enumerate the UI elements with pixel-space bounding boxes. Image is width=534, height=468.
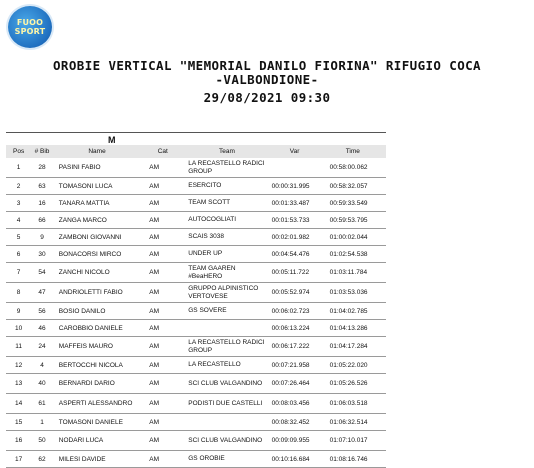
cell-cat: AM xyxy=(141,246,184,263)
cell-time: 01:02:54.538 xyxy=(320,246,386,263)
cell-var: 00:07:21.958 xyxy=(270,357,320,374)
cell-bib: 50 xyxy=(31,431,53,451)
cell-bib: 16 xyxy=(31,195,53,212)
cell-pos: 12 xyxy=(6,357,31,374)
cell-var: 00:05:11.722 xyxy=(270,263,320,283)
cell-pos: 10 xyxy=(6,320,31,337)
cell-time: 00:58:32.057 xyxy=(320,178,386,195)
cell-time: 00:59:53.795 xyxy=(320,212,386,229)
cell-name: TOMASONI DANIELE xyxy=(53,414,141,431)
col-header-time: Time xyxy=(320,145,386,158)
top-divider xyxy=(6,132,386,133)
cell-var: 00:07:26.464 xyxy=(270,374,320,394)
cell-pos: 6 xyxy=(6,246,31,263)
cell-name: MILESI DAVIDE xyxy=(53,451,141,468)
table-row xyxy=(6,394,386,414)
cell-bib: 30 xyxy=(31,246,53,263)
cell-pos: 4 xyxy=(6,212,31,229)
cell-var: 00:05:52.974 xyxy=(270,283,320,303)
cell-bib: 54 xyxy=(31,263,53,283)
cell-cat: AM xyxy=(141,414,184,431)
cell-bib: 47 xyxy=(31,283,53,303)
cell-cat: AM xyxy=(141,357,184,374)
cell-var: 00:06:02.723 xyxy=(270,303,320,320)
cell-time: 01:04:02.785 xyxy=(320,303,386,320)
cell-time: 01:06:03.518 xyxy=(320,394,386,414)
cell-cat: AM xyxy=(141,374,184,394)
cell-var: 00:10:16.684 xyxy=(270,451,320,468)
col-header-team: Team xyxy=(184,145,269,158)
cell-name: ZANGA MARCO xyxy=(53,212,141,229)
cell-bib: 61 xyxy=(31,394,53,414)
table-header-row xyxy=(6,145,386,158)
table-row xyxy=(6,374,386,394)
table-row xyxy=(6,414,386,431)
cell-team xyxy=(184,414,269,431)
cell-time: 01:07:10.017 xyxy=(320,431,386,451)
cell-cat: AM xyxy=(141,229,184,246)
cell-var: 00:01:33.487 xyxy=(270,195,320,212)
cell-team: SCI CLUB VALGANDINO xyxy=(184,431,269,451)
col-header-cat: Cat xyxy=(141,145,184,158)
cell-cat: AM xyxy=(141,263,184,283)
cell-pos: 5 xyxy=(6,229,31,246)
race-location: -VALBONDIONE- xyxy=(215,72,319,87)
table-row xyxy=(6,357,386,374)
cell-var: 00:06:13.224 xyxy=(270,320,320,337)
table-row xyxy=(6,229,386,246)
cell-cat: AM xyxy=(141,212,184,229)
cell-cat: AM xyxy=(141,158,184,178)
cell-time: 01:08:16.746 xyxy=(320,451,386,468)
table-row xyxy=(6,195,386,212)
race-title: OROBIE VERTICAL "MEMORIAL DANILO FIORINA" RIFUGIO COCA xyxy=(53,58,481,73)
cell-name: BOSIO DANILO xyxy=(53,303,141,320)
cell-pos: 17 xyxy=(6,451,31,468)
cell-var: 00:09:09.955 xyxy=(270,431,320,451)
cell-time: 01:03:53.036 xyxy=(320,283,386,303)
cell-name: MAFFEIS MAURO xyxy=(53,337,141,357)
cell-pos: 16 xyxy=(6,431,31,451)
cell-name: TANARA MATTIA xyxy=(53,195,141,212)
cell-bib: 24 xyxy=(31,337,53,357)
cell-var: 00:02:01.982 xyxy=(270,229,320,246)
cell-team: LA RECASTELLO xyxy=(184,357,269,374)
cell-team xyxy=(184,320,269,337)
logo-text-line2: SPORT xyxy=(14,27,46,36)
cell-team: ESERCITO xyxy=(184,178,269,195)
fuoo-sport-logo xyxy=(8,6,52,48)
cell-name: ZANCHI NICOLO xyxy=(53,263,141,283)
cell-bib: 66 xyxy=(31,212,53,229)
cell-time: 01:03:11.784 xyxy=(320,263,386,283)
cell-time: 01:00:02.044 xyxy=(320,229,386,246)
cell-team: PODISTI DUE CASTELLI xyxy=(184,394,269,414)
cell-time: 01:05:26.526 xyxy=(320,374,386,394)
cell-name: PASINI FABIO xyxy=(53,158,141,178)
cell-team: LA RECASTELLO RADICI GROUP xyxy=(184,158,269,178)
cell-team: AUTOCOGLIATI xyxy=(184,212,269,229)
cell-team: UNDER UP xyxy=(184,246,269,263)
cell-team: SCAIS 3038 xyxy=(184,229,269,246)
cell-cat: AM xyxy=(141,320,184,337)
cell-name: CAROBBIO DANIELE xyxy=(53,320,141,337)
cell-name: ANDRIOLETTI FABIO xyxy=(53,283,141,303)
results-body xyxy=(6,158,386,468)
cell-team: GS SOVERE xyxy=(184,303,269,320)
category-label: M xyxy=(108,135,116,145)
cell-cat: AM xyxy=(141,195,184,212)
cell-pos: 2 xyxy=(6,178,31,195)
table-row xyxy=(6,178,386,195)
cell-var: 00:08:32.452 xyxy=(270,414,320,431)
table-row xyxy=(6,320,386,337)
table-row xyxy=(6,246,386,263)
cell-name: ASPERTI ALESSANDRO xyxy=(53,394,141,414)
cell-bib: 40 xyxy=(31,374,53,394)
cell-bib: 63 xyxy=(31,178,53,195)
table-row xyxy=(6,303,386,320)
logo-text-line1: FUOO xyxy=(16,18,44,27)
cell-name: NODARI LUCA xyxy=(53,431,141,451)
cell-time: 01:04:17.284 xyxy=(320,337,386,357)
cell-pos: 8 xyxy=(6,283,31,303)
col-header-name: Name xyxy=(53,145,141,158)
cell-name: BERTOCCHI NICOLA xyxy=(53,357,141,374)
table-row xyxy=(6,212,386,229)
cell-cat: AM xyxy=(141,394,184,414)
col-header-bib: # Bib xyxy=(31,145,53,158)
cell-cat: AM xyxy=(141,337,184,357)
cell-bib: 46 xyxy=(31,320,53,337)
cell-cat: AM xyxy=(141,283,184,303)
col-header-pos: Pos xyxy=(6,145,31,158)
cell-var: 00:01:53.733 xyxy=(270,212,320,229)
cell-pos: 13 xyxy=(6,374,31,394)
cell-var: 00:00:31.995 xyxy=(270,178,320,195)
cell-time: 00:59:33.549 xyxy=(320,195,386,212)
cell-pos: 9 xyxy=(6,303,31,320)
cell-team: GRUPPO ALPINISTICO VERTOVESE xyxy=(184,283,269,303)
results-table xyxy=(6,145,386,468)
cell-name: TOMASONI LUCA xyxy=(53,178,141,195)
cell-team: SCI CLUB VALGANDINO xyxy=(184,374,269,394)
table-row xyxy=(6,431,386,451)
cell-var: 00:04:54.476 xyxy=(270,246,320,263)
cell-bib: 56 xyxy=(31,303,53,320)
table-row xyxy=(6,263,386,283)
cell-var: 00:08:03.456 xyxy=(270,394,320,414)
race-date-time: 29/08/2021 09:30 xyxy=(203,90,331,105)
cell-team: GS OROBIE xyxy=(184,451,269,468)
cell-pos: 11 xyxy=(6,337,31,357)
cell-bib: 9 xyxy=(31,229,53,246)
cell-team: TEAM SCOTT xyxy=(184,195,269,212)
cell-name: BERNARDI DARIO xyxy=(53,374,141,394)
cell-pos: 3 xyxy=(6,195,31,212)
cell-pos: 14 xyxy=(6,394,31,414)
cell-bib: 4 xyxy=(31,357,53,374)
cell-bib: 62 xyxy=(31,451,53,468)
cell-name: BONACORSI MIRCO xyxy=(53,246,141,263)
table-row xyxy=(6,337,386,357)
cell-pos: 7 xyxy=(6,263,31,283)
cell-bib: 28 xyxy=(31,158,53,178)
cell-cat: AM xyxy=(141,178,184,195)
cell-pos: 15 xyxy=(6,414,31,431)
cell-cat: AM xyxy=(141,451,184,468)
table-row xyxy=(6,283,386,303)
col-header-var: Var xyxy=(270,145,320,158)
cell-time: 00:58:00.062 xyxy=(320,158,386,178)
cell-team: LA RECASTELLO RADICI GROUP xyxy=(184,337,269,357)
table-row xyxy=(6,451,386,468)
table-row xyxy=(6,158,386,178)
cell-cat: AM xyxy=(141,303,184,320)
cell-time: 01:06:32.514 xyxy=(320,414,386,431)
cell-time: 01:05:22.020 xyxy=(320,357,386,374)
cell-pos: 1 xyxy=(6,158,31,178)
cell-bib: 1 xyxy=(31,414,53,431)
cell-team: TEAM GAAREN #BeaHERO xyxy=(184,263,269,283)
cell-var: 00:06:17.222 xyxy=(270,337,320,357)
cell-cat: AM xyxy=(141,431,184,451)
cell-time: 01:04:13.286 xyxy=(320,320,386,337)
cell-name: ZAMBONI GIOVANNI xyxy=(53,229,141,246)
cell-var xyxy=(270,158,320,178)
